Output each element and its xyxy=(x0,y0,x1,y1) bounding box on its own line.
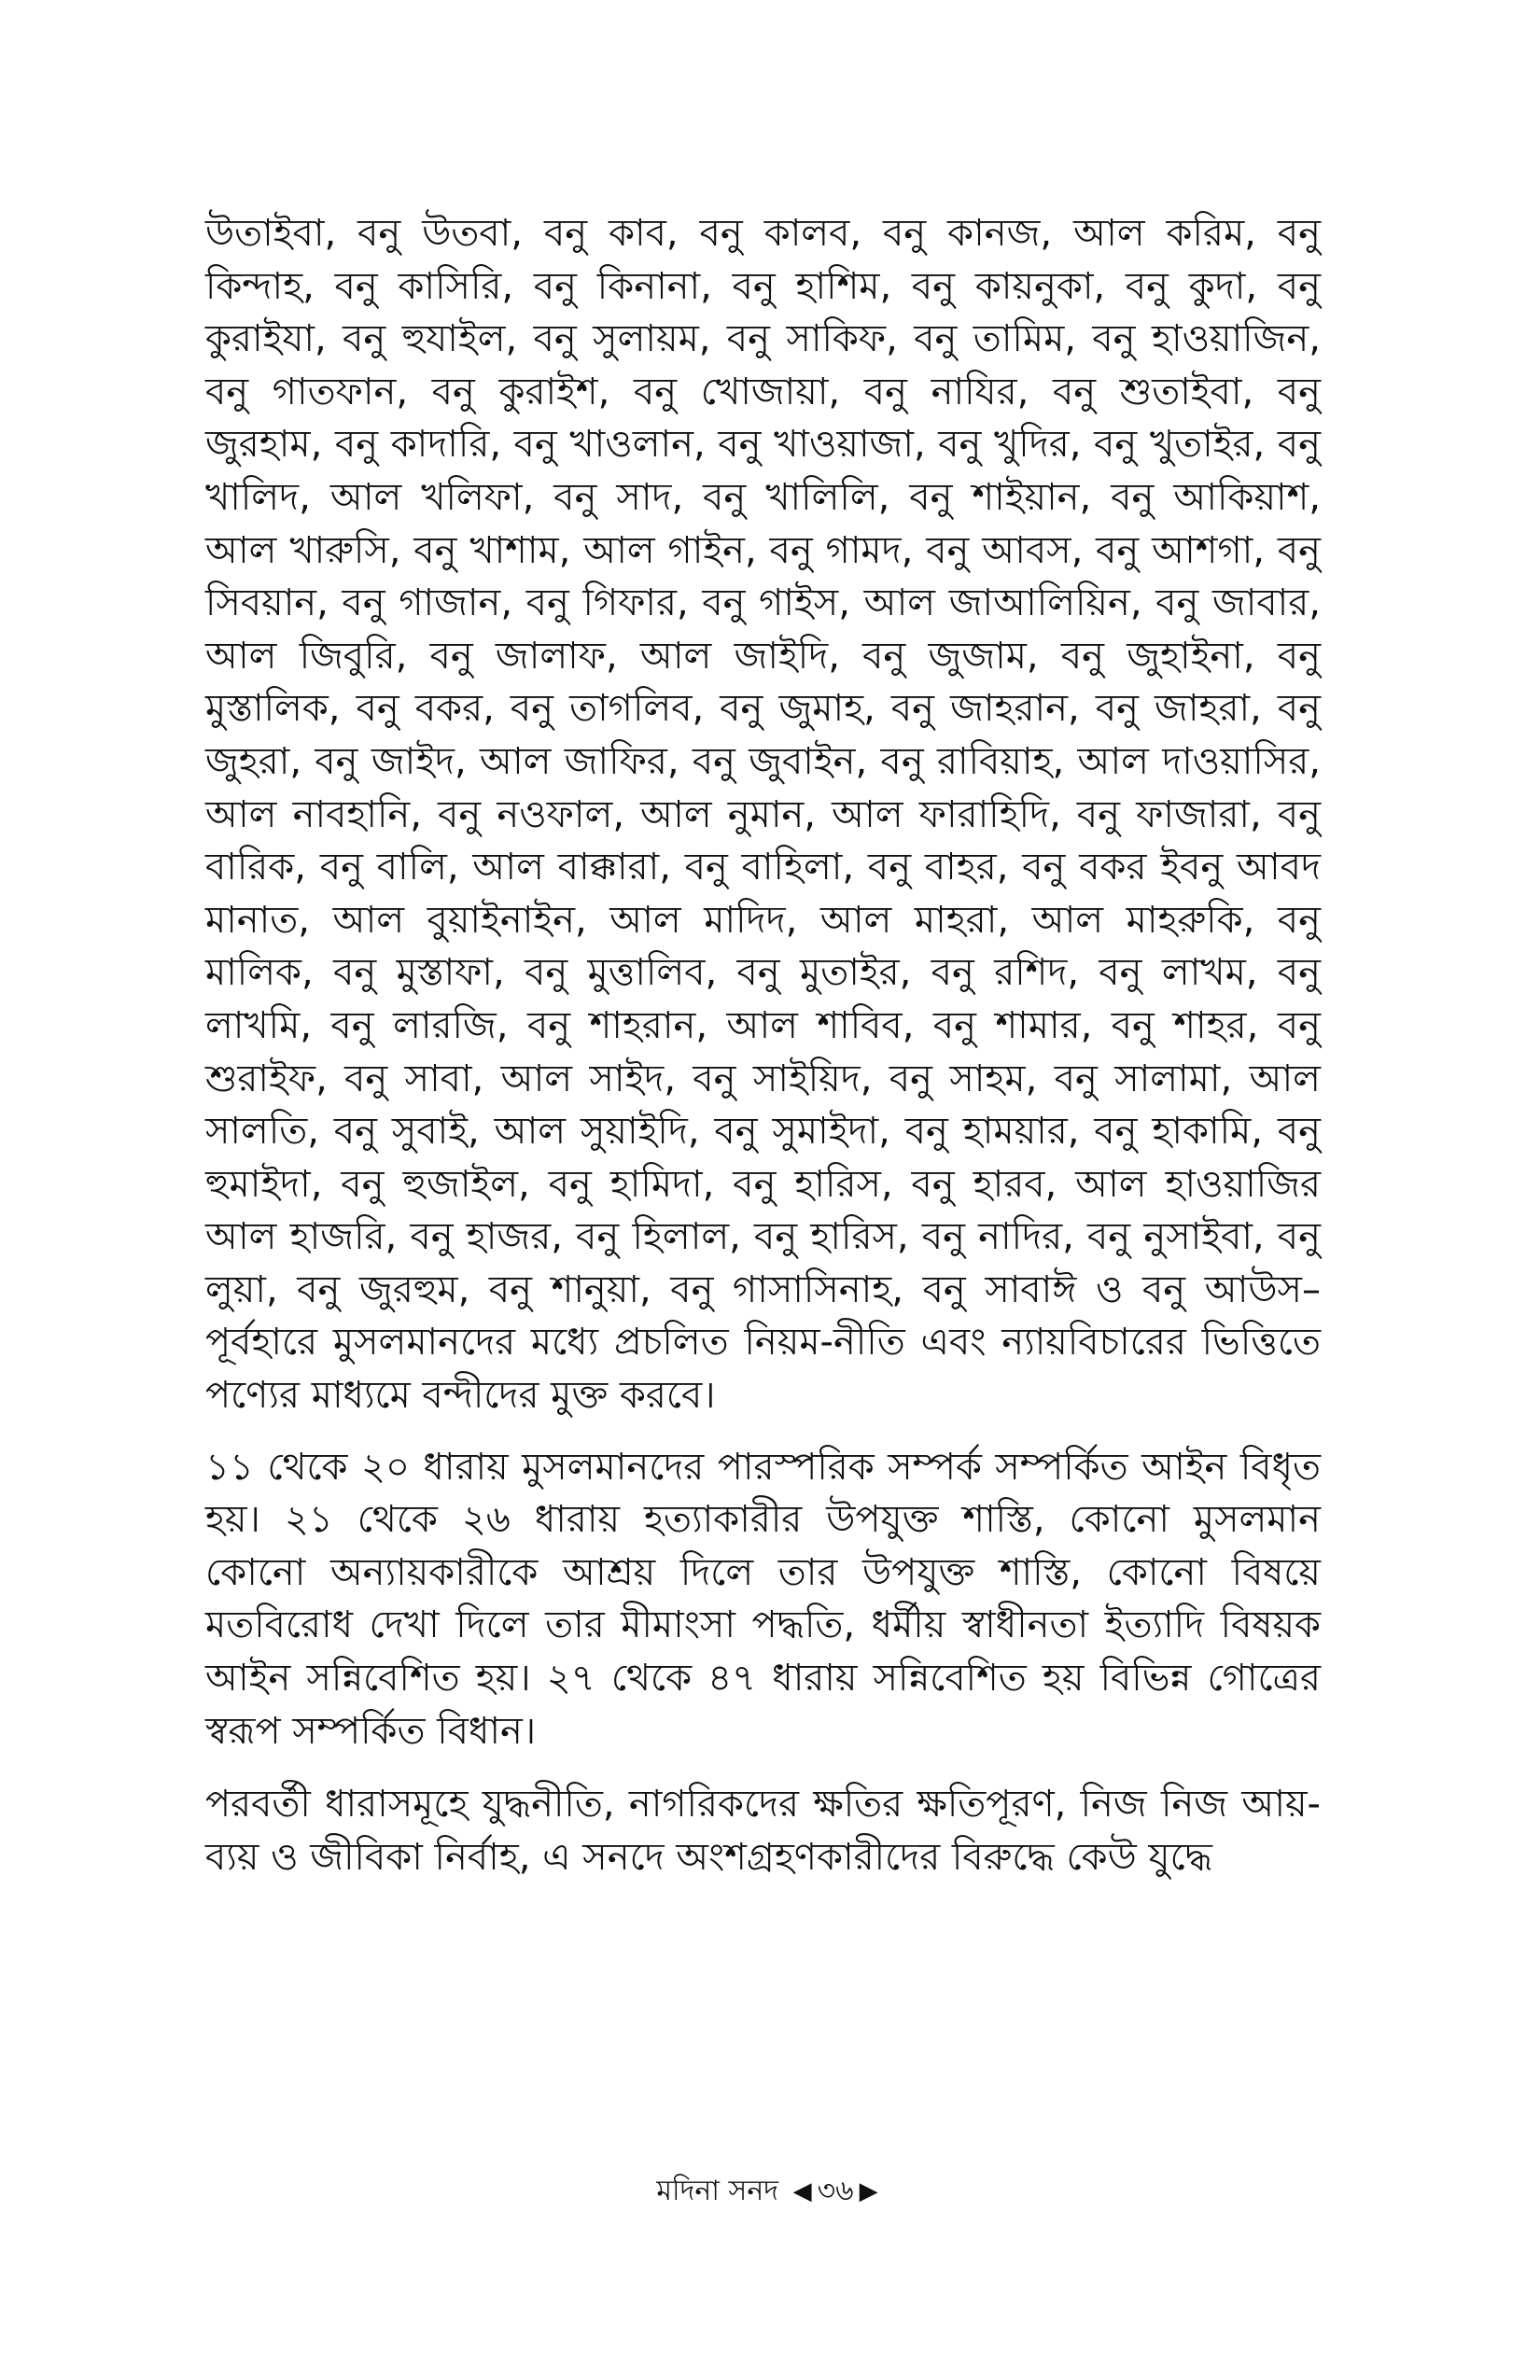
left-arrow-icon: ◀ xyxy=(792,2177,812,2205)
footer-book-title: মদিনা সনদ xyxy=(656,2175,779,2207)
body-paragraph-2: ১১ থেকে ২০ ধারায় মুসলমানদের পারস্পরিক সম্পর্ক সম্পর্কিত আইন বিধৃত হয়। ২১ থেকে ২৬ ধারায় হত্যাকারীর উপযুক্ত শাস্তি, কোনো মুসলমান কোনো অন্যায়কারীকে আশ্রয় দিলে তার উপযুক্ত শাস্তি, কোনো বিষয়ে মতবিরোধ দেখা দিলে তার মীমাংসা পদ্ধতি, ধর্মীয় স্বাধীনতা ইত্যাদি বিষয়ক আইন সন্নিবেশিত হয়। ২৭ থেকে ৪৭ ধারায় সন্নিবেশিত হয় বিভিন্ন গোত্রের স্বরূপ সম্পর্কিত বিধান। xyxy=(205,1445,1321,1753)
body-paragraph-3: পরবর্তী ধারাসমূহে যুদ্ধনীতি, নাগরিকদের ক্ষতির ক্ষতিপূরণ, নিজ নিজ আয়-ব্যয় ও জীবিকা নির্বাহ, এ সনদে অংশগ্রহণকারীদের বিরুদ্ধে কেউ যুদ্ধে xyxy=(205,1783,1321,1879)
page-body xyxy=(205,207,1321,1883)
right-arrow-icon: ▶ xyxy=(859,2177,878,2205)
body-paragraph-1: উতাইবা, বনু উতবা, বনু কাব, বনু কালব, বনু কানজ, আল করিম, বনু কিন্দাহ, বনু কাসিরি, বনু কিনানা, বনু হাশিম, বনু কায়নুকা, বনু কুদা, বনু কুরাইযা, বনু হুযাইল, বনু সুলায়ম, বনু সাকিফ, বনু তামিম, বনু হাওয়াজিন, বনু গাতফান, বনু কুরাইশ, বনু খোজায়া, বনু নাযির, বনু শুতাইবা, বনু জুরহাম, বনু কাদারি, বনু খাওলান, বনু খাওয়াজা, বনু খুদির, বনু খুতাইর, বনু খালিদ, আল খলিফা, বনু সাদ, বনু খালিলি, বনু শাইয়ান, বনু আকিয়াশ, আল খারুসি, বনু খাশাম, আল গাইন, বনু গামদ, বনু আবস, বনু আশগা, বনু সিবয়ান, বনু গাজান, বনু গিফার, বনু গাইস, আল জাআলিয়িন, বনু জাবার, আল জিবুরি, বনু জালাফ, আল জাইদি, বনু জুজাম, বনু জুহাইনা, বনু মুস্তালিক, বনু বকর, বনু তাগলিব, বনু জুমাহ, বনু জাহরান, বনু জাহরা, বনু জুহরা, বনু জাইদ, আল জাফির, বনু জুবাইন, বনু রাবিয়াহ, আল দাওয়াসির, আল নাবহানি, বনু নওফাল, আল নুমান, আল ফারাহিদি, বনু ফাজারা, বনু বারিক, বনু বালি, আল বাক্কারা, বনু বাহিলা, বনু বাহর, বনু বকর ইবনু আবদ মানাত, আল বুয়াইনাইন, আল মাদিদ, আল মাহরা, আল মাহরুকি, বনু মালিক, বনু মুস্তাফা, বনু মুত্তালিব, বনু মুতাইর, বনু রশিদ, বনু লাখম, বনু লাখমি, বনু লারজি, বনু শাহরান, আল শাবিব, বনু শামার, বনু শাহর, বনু শুরাইফ, বনু সাবা, আল সাইদ, বনু সাইয়িদ, বনু সাহম, বনু সালামা, আল সালতি, বনু সুবাই, আল সুয়াইদি, বনু সুমাইদা, বনু হাময়ার, বনু হাকামি, বনু হুমাইদা, বনু হুজাইল, বনু হামিদা, বনু হারিস, বনু হারব, আল হাওয়াজির আল হাজরি, বনু হাজর, বনু হিলাল, বনু হারিস, বনু নাদির, বনু নুসাইবা, বনু লুয়া, বনু জুরহুম, বনু শানুয়া, বনু গাসাসিনাহ, বনু সাবাঈ ও বনু আউস– পূর্বহারে মুসলমানদের মধ্যে প্রচলিত নিয়ম-নীতি এবং ন্যায়বিচারের ভিত্তিতে পণ্যের মাধ্যমে বন্দীদের মুক্ত করবে। xyxy=(205,212,1321,1418)
page-number: ৩৬ xyxy=(817,2175,854,2207)
page-footer xyxy=(0,2173,1540,2210)
